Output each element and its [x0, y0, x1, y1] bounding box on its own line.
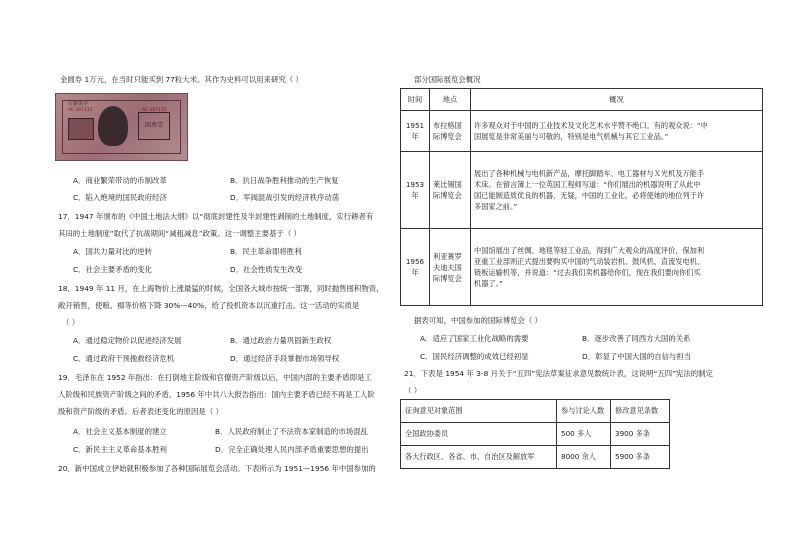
opinion-cell-participants: 500 多人: [557, 423, 611, 446]
q17-option-b: B．民主革命即将胜利: [230, 247, 302, 256]
year-line: 1951: [405, 121, 425, 130]
year-line: 1953: [405, 180, 425, 189]
q19-line2: 人阶级和民族资产阶级之间的矛盾。1956 年中共八大报告指出：国内主要矛盾已经不再是工人阶: [58, 390, 375, 399]
year-unit: 年: [411, 268, 419, 277]
q19-option-a: A．社会主义基本制度的建立: [73, 427, 167, 436]
opinion-cell-scope: 全国政协委员: [401, 423, 557, 446]
q17-line1: 17．1947 年颁布的《中国土地法大纲》以“彻底封建性及半封建性剥削的土地制度，实行耕者有: [58, 212, 374, 221]
place-line: 莱比锡国: [433, 180, 462, 189]
year-unit: 年: [411, 191, 419, 200]
q19-line3: 级和资产阶级的矛盾。后者表述变化的原因是（ ）: [58, 407, 223, 416]
q20-option-c: C．国民经济调整的成效已经初显: [420, 352, 529, 361]
opinion-table: [400, 399, 670, 469]
place-line: 际博览会: [433, 273, 462, 283]
fair-cell-summary: [471, 152, 763, 229]
q16-option-b: B．抗日战争胜利推动的生产恢复: [230, 176, 339, 185]
q21-line2: （ ）: [404, 386, 422, 395]
q18-option-a: A．通过稳定物价以促进经济发展: [73, 336, 182, 345]
q20-option-d: D．彰显了中国大国的自信与担当: [582, 352, 692, 361]
summary-line: 国已能制造质优良的机器，无疑，中国的工业化，必将使她的地位列于许: [474, 191, 705, 200]
q19-line1: 19．毛泽东在 1952 年指出：在打倒地主阶级和官僚资产阶级以后，中国内部的主要矛盾即是工: [58, 373, 372, 382]
banknote-image: [55, 93, 188, 161]
banknote-value-panel: [68, 118, 94, 140]
q16-option-c: C．陷入绝境的国民政府经济: [73, 193, 167, 202]
fair-header-time: 时间: [401, 89, 430, 111]
fair-cell-summary: [471, 111, 763, 152]
fair-cell-year: [401, 111, 430, 152]
fair-table-row-1953: [401, 152, 763, 229]
summary-line: 链板运输机等，并说道：“过去我们卖机器给你们，现在我们要向你们买: [474, 268, 701, 277]
place-line: 利亚赛罗: [433, 251, 462, 261]
q21-line1: 21．下表是 1954 年 3-8 月关于“五四”宪法草案征求意见数统计表，这说明“五四”宪法的制定: [404, 369, 713, 378]
q20-option-b: B．逐步改善了同西方大国的关系: [582, 334, 691, 343]
opinion-table-row: [401, 423, 670, 446]
summary-line: 中国馆展出了丝绸、地毯等轻工业品，得到广大观众的高度评价，保加利: [474, 246, 705, 255]
summary-line: 展出了各种机械与电机新产品，摩托脚踏车、电工器材与Ｘ光机及万能手: [474, 169, 705, 178]
q17-option-c: C．社会主要矛盾的变化: [73, 265, 153, 274]
q18-line3: （ ）: [62, 318, 80, 327]
q16-stem: 金圆券 1万元，在当时只能买到 77粒大米。其作为史料可以用来研究（ ）: [60, 75, 303, 84]
fair-cell-year: [401, 229, 430, 306]
place-line: 际博览会: [433, 132, 462, 141]
opinion-header-scope: 征询意见对象范围: [401, 400, 557, 423]
summary-line: 国展览是非常美丽与可敬的，特别是电气机械与其它工业品。”: [474, 132, 669, 141]
year-line: 1956: [405, 257, 425, 266]
summary-line: 机器了。”: [474, 279, 503, 288]
q18-line2: 敞开销售，使粮、棉等价格下降 30%—40%，给了投机资本以沉重打击。这一活动的实质是: [58, 301, 360, 310]
fair-table-title: 部分国际展览会概况: [414, 75, 481, 84]
q17-option-a: A．国共力量对比的逆转: [73, 247, 152, 256]
fair-cell-place: [430, 229, 471, 306]
fair-cell-place: [430, 111, 471, 152]
summary-line: 许多观众对于中国的工业技术及文化艺术水平赞不绝口。有的观众说：“中: [474, 121, 708, 130]
q20-option-a: A．适应了国家工业化战略的需要: [420, 334, 529, 343]
summary-line: 亚重工业部则正式提出要购买中国的气动装岩机、鼓风机、直流发电机、: [474, 257, 705, 266]
opinion-cell-participants: 8000 余人: [557, 446, 611, 469]
q18-line1: 18．1949 年 11 月，在上海物价上涨最猛的时候，全国各大城市按统一部署，同时抛售囤积物资，: [58, 284, 384, 293]
q19-option-c: C．新民主主义革命基本胜利: [73, 445, 167, 454]
opinion-cell-suggestions: 3900 多条: [611, 423, 670, 446]
place-line: 布拉格国: [433, 121, 462, 130]
opinion-table-row: [401, 446, 670, 469]
opinion-header-suggestions: 修改意见条数: [611, 400, 670, 423]
banknote-serial-left: AE 587131: [68, 108, 93, 113]
fair-cell-place: [430, 152, 471, 229]
q18-option-d: D．通过经济手段掌握市场领导权: [230, 354, 340, 363]
fair-cell-summary: [471, 229, 763, 306]
opinion-cell-scope: 各大行政区、各省、市、自治区及解放军: [401, 446, 557, 469]
q16-option-d: D．军阀混战引发的经济秩序动荡: [230, 193, 340, 202]
place-line: 夫迪夫国: [433, 262, 462, 272]
summary-line: 多国家之前。”: [474, 202, 518, 211]
q16-option-a: A．商业繁荣带动的币制改革: [73, 176, 167, 185]
q20-line1: 20．新中国成立伊始就积极参加了各种国际展览会活动。下表所示为 1951—1956 年中国参加的: [58, 464, 376, 473]
fair-table: [400, 88, 763, 306]
banknote-denomination: 圓萬壹: [138, 112, 170, 140]
banknote-serial-right: AE 587131: [142, 108, 167, 113]
q18-option-b: B．通过政治力量巩固新生政权: [230, 336, 332, 345]
q18-option-c: C．通过政府干预挽救经济危机: [73, 354, 175, 363]
q20-question: 据表可知，中国参加的国际博览会（ ）: [414, 316, 542, 325]
q19-option-d: D．完全正确处理人民内部矛盾重要思想的提出: [215, 445, 369, 454]
banknote-portrait: [98, 106, 128, 146]
q17-option-d: D．社会性质发生改变: [230, 265, 303, 274]
fair-table-row-1956: [401, 229, 763, 306]
opinion-cell-suggestions: 5900 多条: [611, 446, 670, 469]
q19-option-b: B．人民政府制止了不法资本家制造的市场混乱: [215, 427, 368, 436]
fair-table-header-row: [401, 89, 763, 111]
fair-table-row-1951: [401, 111, 763, 152]
opinion-table-header-row: [401, 400, 670, 423]
fair-header-place: 地点: [430, 89, 471, 111]
q17-line2: 其田的土地制度”取代了抗战期间“减租减息”政策。这一调整主要基于（ ）: [58, 229, 301, 238]
opinion-header-participants: 参与讨论人数: [557, 400, 611, 423]
fair-cell-year: [401, 152, 430, 229]
summary-line: 术床。在留言簿上一位英国工程师写道：“你们展出的机器说明了从此中: [474, 180, 701, 189]
fair-header-summary: 概况: [471, 89, 763, 111]
year-unit: 年: [411, 132, 419, 141]
banknote-caption: 行銀央中: [68, 101, 89, 107]
place-line: 际博览会: [433, 191, 462, 200]
